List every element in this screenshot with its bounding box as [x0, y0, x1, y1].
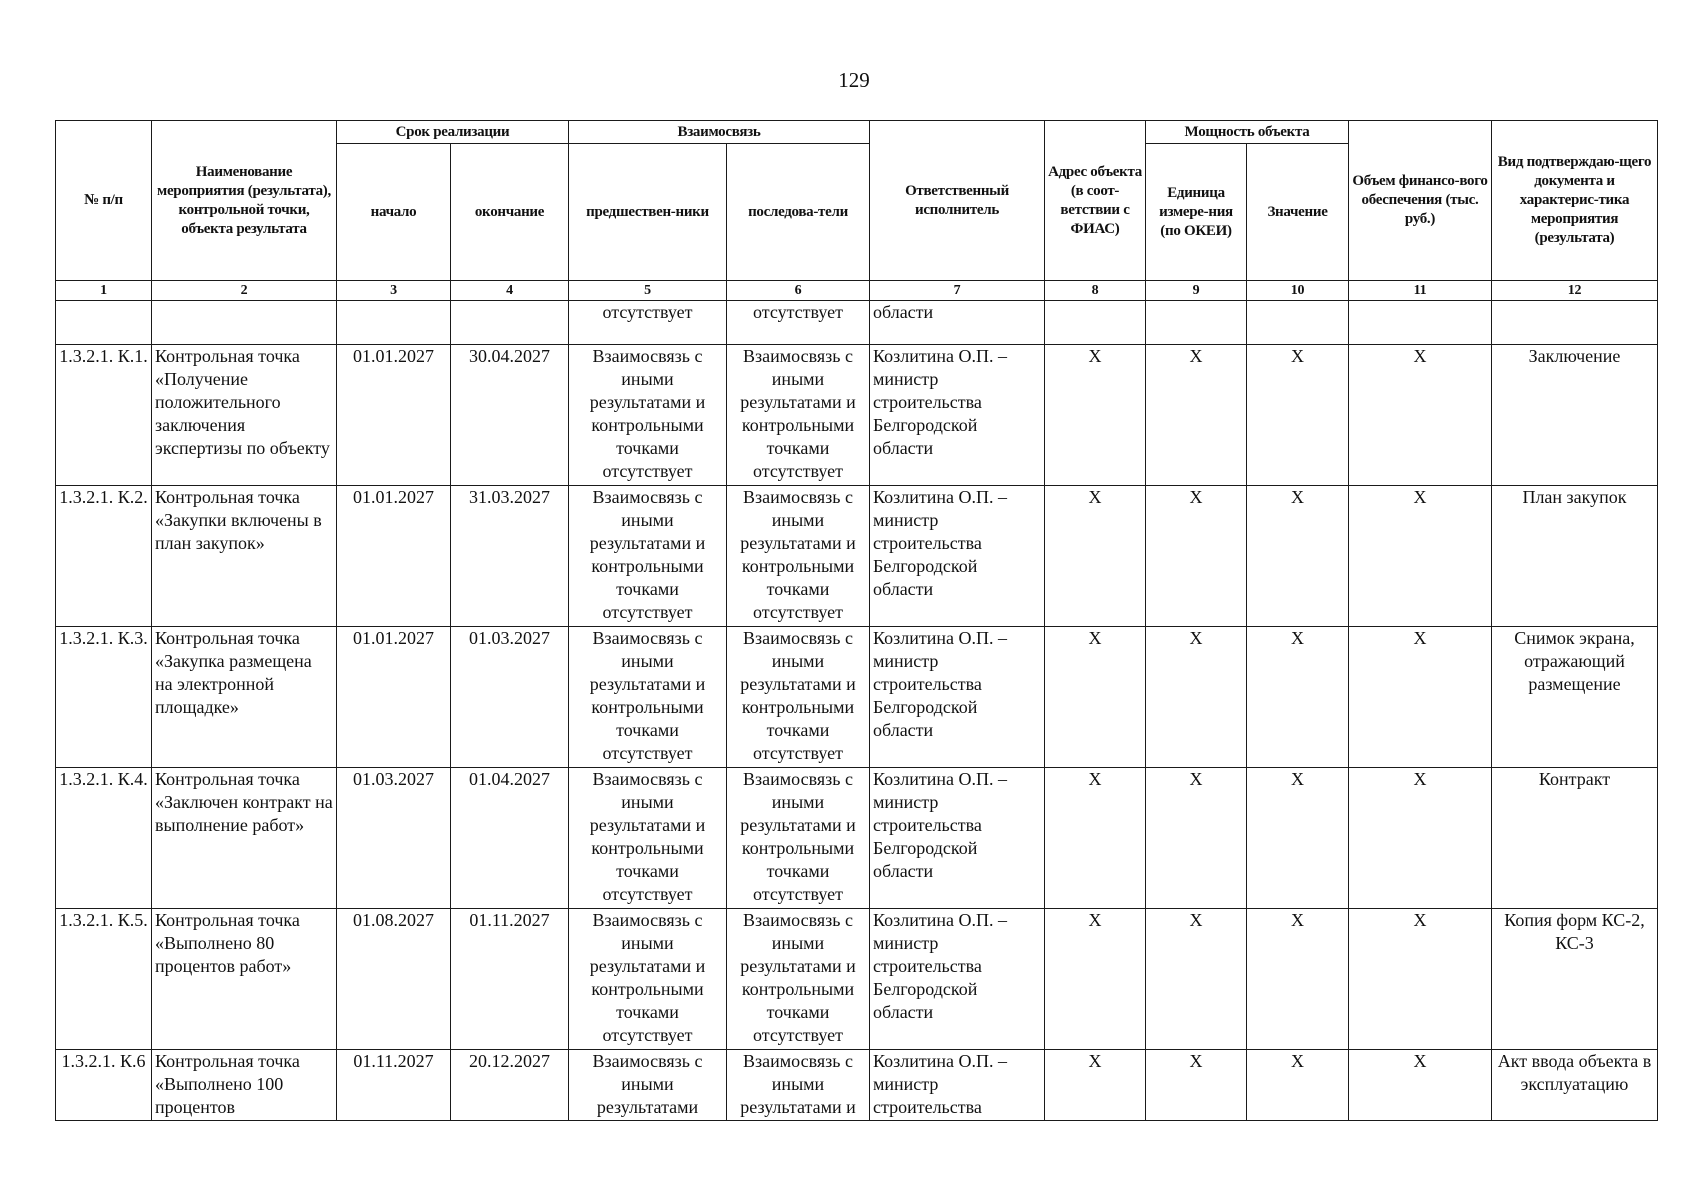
cell-number: 1.3.2.1. К.3.: [56, 627, 152, 768]
cell-finance: X: [1349, 627, 1492, 768]
cell-number: 1.3.2.1. К.1.: [56, 345, 152, 486]
cell-address: X: [1045, 768, 1146, 909]
cell-value: X: [1247, 1050, 1349, 1121]
header-term-group: Срок реализации: [337, 121, 569, 144]
cell-predecessors: Взаимосвязь с иными результатами: [569, 1050, 727, 1121]
cell-number: 1.3.2.1. К.6: [56, 1050, 152, 1121]
header-successors: последова-тели: [727, 144, 870, 281]
cell-start-date: 01.01.2027: [337, 486, 451, 627]
header-finance: Объем финансо-вого обеспечения (тыс. руб.): [1349, 121, 1492, 281]
header-capacity-group: Мощность объекта: [1146, 121, 1349, 144]
header-no: № п/п: [56, 121, 152, 281]
cell-responsible: Козлитина О.П. – министр строительства: [870, 1050, 1045, 1121]
cell-responsible: области: [870, 301, 1045, 345]
cell-empty: [1045, 301, 1146, 345]
cell-value: X: [1247, 768, 1349, 909]
cell-address: X: [1045, 627, 1146, 768]
cell-end-date: 30.04.2027: [451, 345, 569, 486]
cell-finance: X: [1349, 909, 1492, 1050]
column-number: 5: [569, 281, 727, 301]
cell-finance: X: [1349, 1050, 1492, 1121]
cell-end-date: 20.12.2027: [451, 1050, 569, 1121]
cell-empty: [1349, 301, 1492, 345]
cell-predecessors: Взаимосвязь с иными результатами и контрольными точками отсутствует: [569, 768, 727, 909]
cell-empty: [337, 301, 451, 345]
cell-document: План закупок: [1492, 486, 1658, 627]
cell-start-date: 01.01.2027: [337, 345, 451, 486]
cell-empty: [152, 301, 337, 345]
cell-document: Акт ввода объекта в эксплуатацию: [1492, 1050, 1658, 1121]
cell-document: Снимок экрана, отражающий размещение: [1492, 627, 1658, 768]
table-row: [56, 909, 1658, 1050]
cell-name: Контрольная точка «Выполнено 100 процентов: [152, 1050, 337, 1121]
cell-number: 1.3.2.1. К.5.: [56, 909, 152, 1050]
column-number: 6: [727, 281, 870, 301]
cell-responsible: Козлитина О.П. – министр строительства Белгородской области: [870, 909, 1045, 1050]
header-responsible: Ответственный исполнитель: [870, 121, 1045, 281]
cell-successors: Взаимосвязь с иными результатами и контрольными точками отсутствует: [727, 909, 870, 1050]
column-number: 10: [1247, 281, 1349, 301]
cell-end-date: 31.03.2027: [451, 486, 569, 627]
column-number: 9: [1146, 281, 1247, 301]
cell-predecessors: отсутствует: [569, 301, 727, 345]
cell-start-date: 01.11.2027: [337, 1050, 451, 1121]
cell-successors: отсутствует: [727, 301, 870, 345]
cell-empty: [1247, 301, 1349, 345]
cell-start-date: 01.03.2027: [337, 768, 451, 909]
header-name: Наименование мероприятия (результата), контрольной точки, объекта результата: [152, 121, 337, 281]
cell-name: Контрольная точка «Выполнено 80 процентов работ»: [152, 909, 337, 1050]
column-number: 8: [1045, 281, 1146, 301]
table-row: [56, 1050, 1658, 1121]
cell-unit: X: [1146, 627, 1247, 768]
cell-responsible: Козлитина О.П. – министр строительства Белгородской области: [870, 627, 1045, 768]
header-row-1: [56, 121, 1658, 144]
cell-predecessors: Взаимосвязь с иными результатами и контрольными точками отсутствует: [569, 486, 727, 627]
header-end: окончание: [451, 144, 569, 281]
cell-value: X: [1247, 909, 1349, 1050]
cell-document: Заключение: [1492, 345, 1658, 486]
cell-empty: [56, 301, 152, 345]
cell-successors: Взаимосвязь с иными результатами и контрольными точками отсутствует: [727, 627, 870, 768]
cell-predecessors: Взаимосвязь с иными результатами и контрольными точками отсутствует: [569, 627, 727, 768]
header-predecessors: предшествен-ники: [569, 144, 727, 281]
column-number: 7: [870, 281, 1045, 301]
cell-successors: Взаимосвязь с иными результатами и контрольными точками отсутствует: [727, 345, 870, 486]
cell-end-date: 01.04.2027: [451, 768, 569, 909]
table-row: [56, 345, 1658, 486]
column-numbers-row: [56, 281, 1658, 301]
cell-successors: Взаимосвязь с иными результатами и контрольными точками отсутствует: [727, 486, 870, 627]
column-number: 3: [337, 281, 451, 301]
cell-start-date: 01.08.2027: [337, 909, 451, 1050]
column-number: 12: [1492, 281, 1658, 301]
cell-name: Контрольная точка «Закупки включены в план закупок»: [152, 486, 337, 627]
cell-number: 1.3.2.1. К.4.: [56, 768, 152, 909]
cell-end-date: 01.03.2027: [451, 627, 569, 768]
cell-responsible: Козлитина О.П. – министр строительства Белгородской области: [870, 345, 1045, 486]
cell-value: X: [1247, 627, 1349, 768]
cell-finance: X: [1349, 768, 1492, 909]
cell-successors: Взаимосвязь с иными результатами и: [727, 1050, 870, 1121]
cell-name: Контрольная точка «Заключен контракт на выполнение работ»: [152, 768, 337, 909]
plan-table: [55, 120, 1658, 1121]
cell-start-date: 01.01.2027: [337, 627, 451, 768]
cell-unit: X: [1146, 909, 1247, 1050]
cell-value: X: [1247, 345, 1349, 486]
cell-responsible: Козлитина О.П. – министр строительства Белгородской области: [870, 486, 1045, 627]
column-number: 11: [1349, 281, 1492, 301]
cell-finance: X: [1349, 486, 1492, 627]
header-document: Вид подтверждаю-щего документа и характерис-тика мероприятия (результата): [1492, 121, 1658, 281]
header-link-group: Взаимосвязь: [569, 121, 870, 144]
cell-predecessors: Взаимосвязь с иными результатами и контрольными точками отсутствует: [569, 345, 727, 486]
cell-address: X: [1045, 345, 1146, 486]
cell-address: X: [1045, 486, 1146, 627]
cell-empty: [1492, 301, 1658, 345]
cell-address: X: [1045, 909, 1146, 1050]
cell-unit: X: [1146, 345, 1247, 486]
cell-empty: [451, 301, 569, 345]
cell-address: X: [1045, 1050, 1146, 1121]
cell-end-date: 01.11.2027: [451, 909, 569, 1050]
cell-value: X: [1247, 486, 1349, 627]
header-value: Значение: [1247, 144, 1349, 281]
cell-empty: [1146, 301, 1247, 345]
cell-unit: X: [1146, 486, 1247, 627]
cell-document: Контракт: [1492, 768, 1658, 909]
cell-successors: Взаимосвязь с иными результатами и контрольными точками отсутствует: [727, 768, 870, 909]
column-number: 1: [56, 281, 152, 301]
continuation-row: [56, 301, 1658, 345]
cell-unit: X: [1146, 768, 1247, 909]
cell-finance: X: [1349, 345, 1492, 486]
cell-name: Контрольная точка «Закупка размещена на электронной площадке»: [152, 627, 337, 768]
cell-number: 1.3.2.1. К.2.: [56, 486, 152, 627]
header-start: начало: [337, 144, 451, 281]
cell-document: Копия форм КС-2, КС-3: [1492, 909, 1658, 1050]
table-row: [56, 627, 1658, 768]
table-row: [56, 768, 1658, 909]
table-row: [56, 486, 1658, 627]
page-number: 129: [838, 68, 870, 92]
column-number: 2: [152, 281, 337, 301]
cell-predecessors: Взаимосвязь с иными результатами и контрольными точками отсутствует: [569, 909, 727, 1050]
data-rows: [56, 345, 1658, 1121]
cell-name: Контрольная точка «Получение положительного заключения экспертизы по объекту: [152, 345, 337, 486]
column-number: 4: [451, 281, 569, 301]
header-address: Адрес объекта (в соот-ветствии с ФИАС): [1045, 121, 1146, 281]
cell-unit: X: [1146, 1050, 1247, 1121]
header-unit: Единица измере-ния (по ОКЕИ): [1146, 144, 1247, 281]
cell-responsible: Козлитина О.П. – министр строительства Белгородской области: [870, 768, 1045, 909]
